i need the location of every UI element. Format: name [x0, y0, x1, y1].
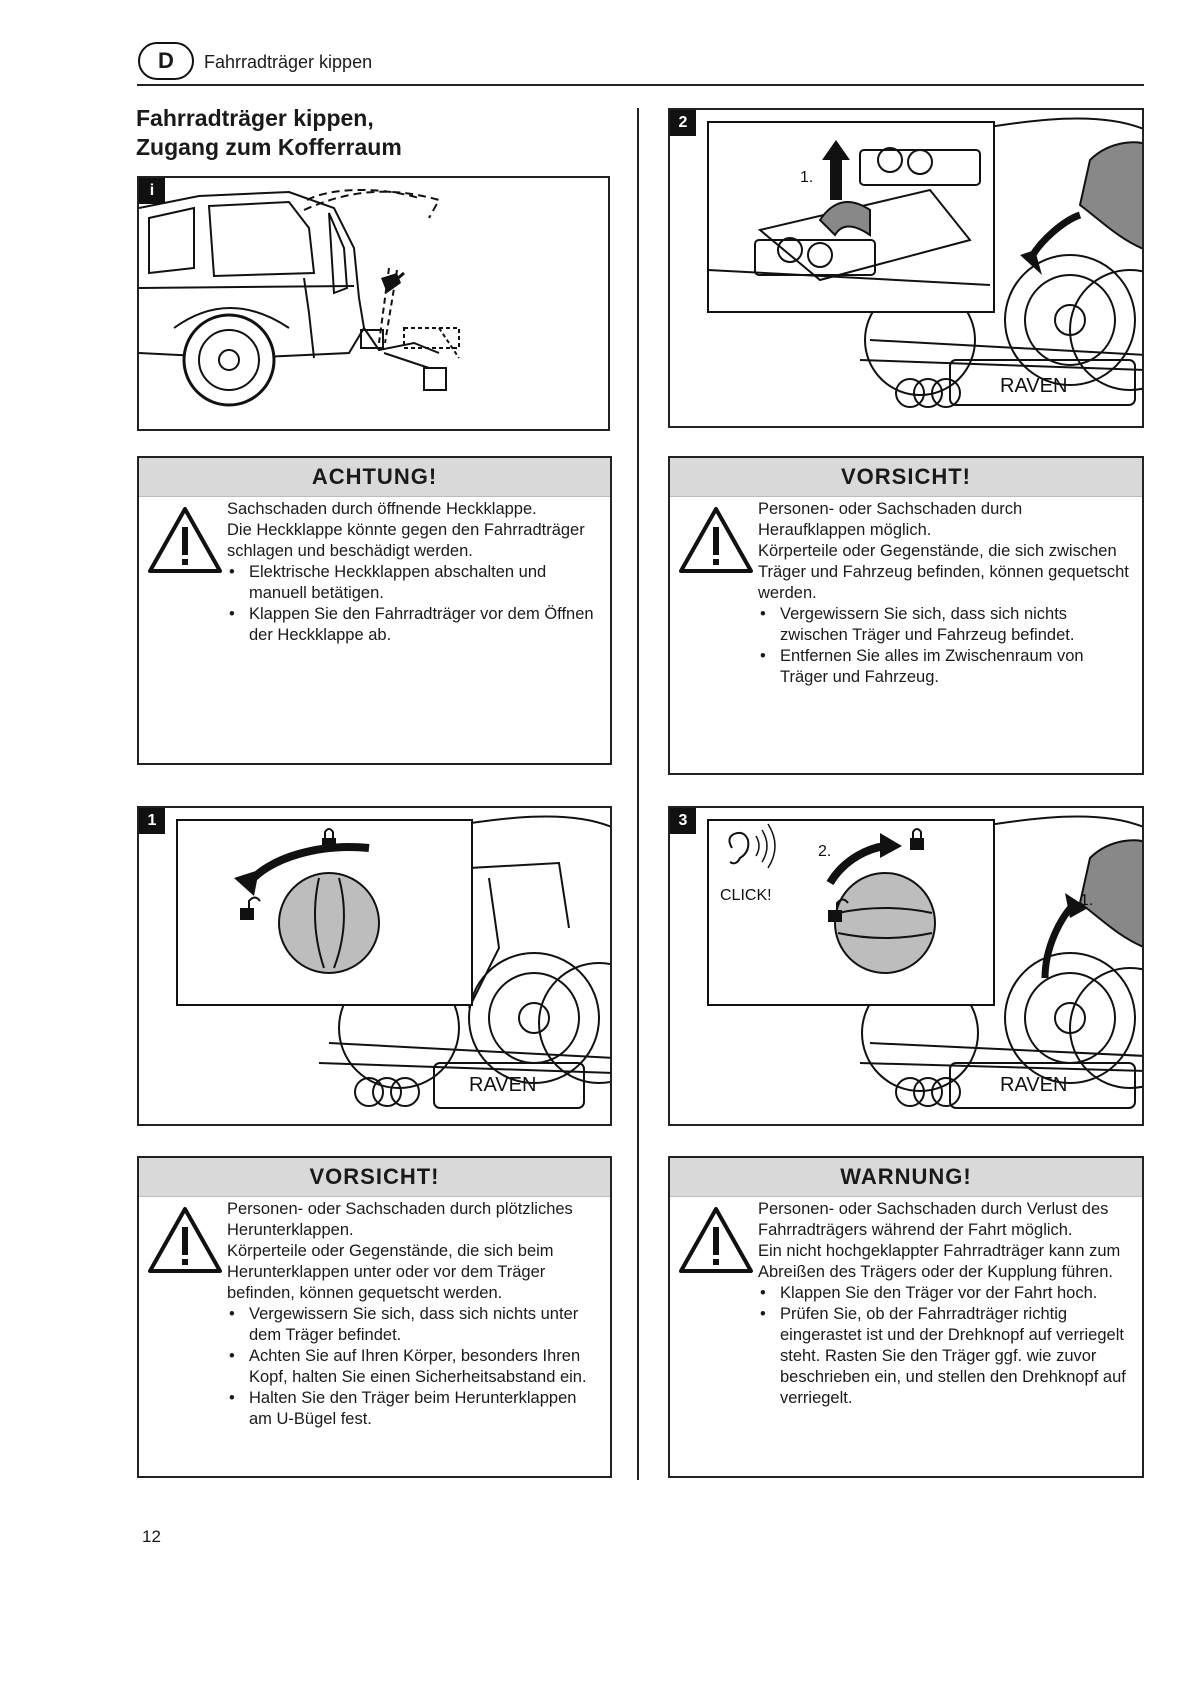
figure-3 [668, 806, 1144, 1126]
notice-warnung [668, 1156, 1144, 1478]
figure-i [137, 176, 610, 431]
step-2-label: 2. [818, 843, 832, 860]
figure-label: 1 [139, 808, 165, 834]
notice-text [758, 499, 1132, 688]
notice-line: Personen- oder Sachschaden durch Verlust des Fahrradträgers während der Fahrt möglich. [758, 1200, 1109, 1239]
notice-achtung [137, 456, 612, 765]
brand-plate-text: RAVEN [469, 1074, 537, 1096]
notice-bullet: • Klappen Sie den Fahrradträger vor dem Öffnen der Heckklappe ab. [227, 604, 600, 646]
warning-triangle-icon [678, 1205, 754, 1275]
notice-heading: VORSICHT! [670, 458, 1142, 497]
step-1-label: 1. [1080, 892, 1094, 909]
notice-line: Ein nicht hochgeklappter Fahrradträger kann zum Abreißen des Trägers oder der Kupplung führen. [758, 1242, 1121, 1281]
section-title [136, 104, 402, 162]
notice-bullet: • Halten Sie den Träger beim Herunterklappen am U-Bügel fest. [227, 1388, 600, 1430]
warning-triangle-icon [147, 505, 223, 575]
figure-2 [668, 108, 1144, 428]
car-tilt-illustration [139, 178, 610, 431]
header-title: Fahrradträger kippen [204, 52, 373, 72]
notice-heading: VORSICHT! [139, 1158, 610, 1197]
notice-bullet: • Entfernen Sie alles im Zwischenraum von Träger und Fahrzeug. [758, 646, 1132, 688]
column-divider [637, 108, 639, 1480]
notice-line: Die Heckklappe könnte gegen den Fahrradträger schlagen und beschädigt werden. [227, 521, 585, 560]
figure-label: 2 [670, 110, 696, 136]
notice-line: Personen- oder Sachschaden durch Heraufklappen möglich. [758, 500, 1023, 539]
brand-plate-text: RAVEN [1000, 375, 1068, 397]
knob-unlock-illustration [139, 808, 612, 1126]
notice-bullet: • Prüfen Sie, ob der Fahrradträger richtig eingerastet ist und der Drehknopf auf verriegelt steht. Rasten Sie den Träger ggf. wie zuvor beschrieben ein, und stellen den Drehknopf auf verriegelt. [758, 1304, 1132, 1409]
notice-text [227, 499, 600, 646]
notice-bullet: • Elektrische Heckklappen abschalten und manuell betätigen. [227, 562, 600, 604]
section-title-line1: Fahrradträger kippen, [136, 105, 374, 131]
notice-line: Körperteile oder Gegenstände, die sich beim Herunterklappen unter oder vor dem Träger befinden, können gequetscht werden. [227, 1242, 554, 1302]
notice-heading: ACHTUNG! [139, 458, 610, 497]
section-title-line2: Zugang zum Kofferraum [136, 134, 402, 160]
notice-text [758, 1199, 1132, 1409]
warning-triangle-icon [147, 1205, 223, 1275]
notice-bullet: • Achten Sie auf Ihren Körper, besonders Ihren Kopf, halten Sie einen Sicherheitsabstand ein. [227, 1346, 600, 1388]
notice-bullet: • Vergewissern Sie sich, dass sich nichts unter dem Träger befindet. [227, 1304, 600, 1346]
notice-vorsicht-bottom [137, 1156, 612, 1478]
notice-line: Sachschaden durch öffnende Heckklappe. [227, 500, 537, 518]
notice-heading: WARNUNG! [670, 1158, 1142, 1197]
notice-bullet: • Klappen Sie den Träger vor der Fahrt hoch. [758, 1283, 1132, 1304]
click-label: CLICK! [720, 887, 772, 904]
notice-bullet: • Vergewissern Sie sich, dass sich nichts zwischen Träger und Fahrzeug befindet. [758, 604, 1132, 646]
language-badge: D [138, 42, 194, 80]
carrier-unlock-illustration [670, 110, 1144, 428]
notice-vorsicht-top [668, 456, 1144, 775]
notice-line: Körperteile oder Gegenstände, die sich zwischen Träger und Fahrzeug befinden, können gequetscht werden. [758, 542, 1129, 602]
step-1-label: 1. [800, 169, 814, 186]
warning-triangle-icon [678, 505, 754, 575]
notice-line: Personen- oder Sachschaden durch plötzliches Herunterklappen. [227, 1200, 573, 1239]
header-rule [137, 84, 1144, 86]
brand-plate-text: RAVEN [1000, 1074, 1068, 1096]
notice-text [227, 1199, 600, 1430]
figure-label: i [139, 178, 165, 204]
knob-lock-illustration [670, 808, 1144, 1126]
figure-1 [137, 806, 612, 1126]
page-number: 12 [142, 1527, 161, 1546]
figure-label: 3 [670, 808, 696, 834]
